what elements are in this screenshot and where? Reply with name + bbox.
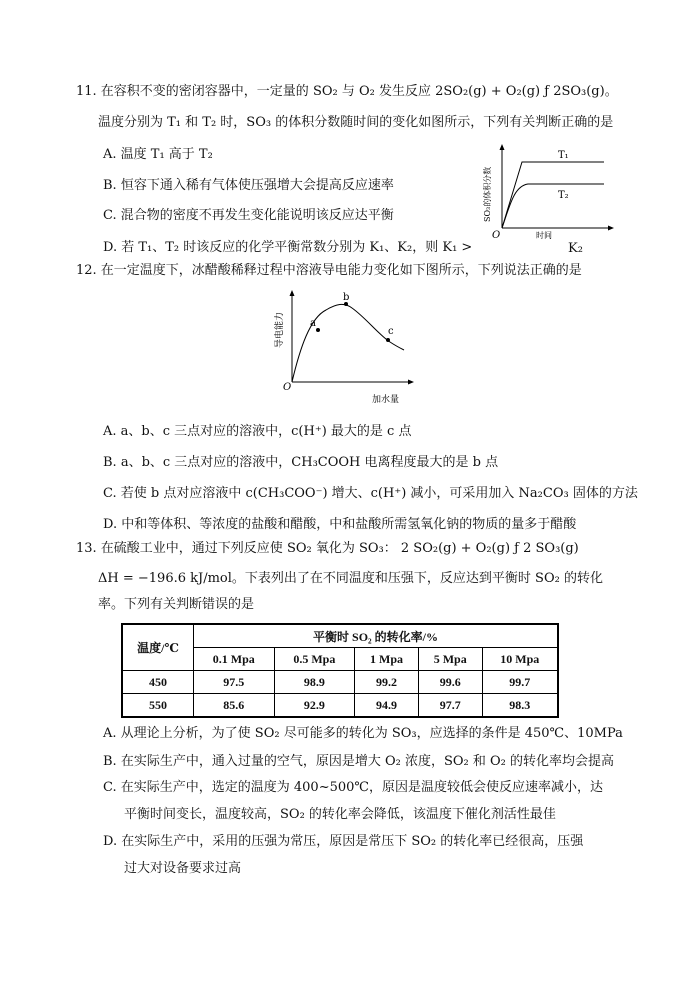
q12-y-arrow (290, 290, 295, 296)
q11-origin: O (492, 230, 501, 240)
cell-value: 99.2 (355, 671, 419, 694)
q11-curve-t2 (502, 184, 604, 228)
cell-value: 97.7 (418, 694, 482, 718)
cell-value: 94.9 (355, 694, 419, 718)
q13-stem-line1: 13. 在硫酸工业中，通过下列反应使 SO₂ 氧化为 SO₃： 2 SO₂(g) + O₂(g) ƒ 2 SO₃(g) (76, 541, 579, 556)
q11-label-t2: T₂ (558, 190, 569, 201)
q13-stem-line3: 率。下列有关判断错误的是 (98, 597, 255, 612)
header-pressure: 0.1 Mpa (194, 648, 275, 671)
header-conversion-group: 平衡时 SO₂ 的转化率/% (194, 624, 559, 648)
q11-option-d: D. 若 T₁、T₂ 时该反应的化学平衡常数分别为 K₁、K₂，则 K₁ > (103, 240, 473, 255)
header-temperature: 温度/℃ (122, 624, 194, 671)
q12-label-a: a (310, 318, 316, 329)
table-header-row (122, 624, 558, 648)
q13-option-d-line1: D. 在实际生产中，采用的压强为常压，原因是常压下 SO₂ 的转化率已经很高，压强 (103, 834, 584, 849)
cell-value: 99.7 (482, 671, 558, 694)
q13-option-a: A. 从理论上分析，为了使 SO₂ 尽可能多的转化为 SO₃，应选择的条件是 450℃、10MPa (103, 726, 623, 741)
q12-label-b: b (343, 292, 350, 303)
q12-option-c: C. 若使 b 点对应溶液中 c(CH₃COO⁻) 增大、c(H⁺) 减小，可采用加入 Na₂CO₃ 固体的方法 (103, 486, 638, 501)
q12-point-c (386, 338, 390, 342)
q12-x-arrow (408, 380, 414, 385)
q13-option-b: B. 在实际生产中，通入过量的空气，原因是增大 O₂ 浓度，SO₂ 和 O₂ 的转化率均会提高 (103, 754, 614, 769)
q13-stem-line2: ΔH = −196.6 kJ/mol。下表列出了在不同温度和压强下，反应达到平衡时 SO₂ 的转化 (98, 571, 603, 586)
q12-graph (270, 288, 430, 406)
cell-value: 98.3 (482, 694, 558, 718)
q11-y-arrow (500, 144, 505, 150)
q11-x-label: 时间 (536, 231, 552, 240)
cell-value: 92.9 (274, 694, 355, 718)
header-pressure: 1 Mpa (355, 648, 419, 671)
header-pressure: 5 Mpa (418, 648, 482, 671)
q13-option-d-line2: 过大对设备要求过高 (124, 861, 242, 876)
q11-option-b: B. 恒容下通入稀有气体使压强增大会提高反应速率 (103, 178, 394, 193)
q12-origin: O (283, 382, 292, 393)
cell-temperature: 550 (122, 694, 194, 718)
q11-label-t1: T₁ (558, 150, 569, 161)
conversion-table (121, 623, 559, 718)
cell-value: 85.6 (194, 694, 275, 718)
q11-stem-line2: 温度分别为 T₁ 和 T₂ 时，SO₃ 的体积分数随时间的变化如图所示，下列有关判断正确的是 (98, 115, 614, 130)
q12-point-a (316, 328, 320, 332)
q11-curve-t1 (502, 162, 604, 228)
q12-y-label: 导电能力 (275, 311, 285, 348)
cell-value: 99.6 (418, 671, 482, 694)
q12-x-label: 加水量 (372, 395, 400, 405)
q13-option-c-line1: C. 在实际生产中，选定的温度为 400~500℃，原因是温度较低会使反应速率减小，达 (103, 780, 603, 795)
q12-option-d: D. 中和等体积、等浓度的盐酸和醋酸，中和盐酸所需氢氧化钠的物质的量多于醋酸 (103, 517, 577, 532)
q13-option-c-line2: 平衡时间变长，温度较高，SO₂ 的转化率会降低，该温度下催化剂活性最佳 (124, 807, 556, 822)
q12-option-b: B. a、b、c 三点对应的溶液中，CH₃COOH 电离程度最大的是 b 点 (103, 455, 499, 470)
q11-graph (470, 140, 620, 240)
q12-stem-line1: 12. 在一定温度下，冰醋酸稀释过程中溶液导电能力变化如下图所示，下列说法正确的是 (76, 263, 582, 278)
q11-option-c: C. 混合物的密度不再发生变化能说明该反应达平衡 (103, 208, 394, 223)
table-row (122, 671, 558, 694)
cell-value: 98.9 (274, 671, 355, 694)
q12-label-c: c (388, 326, 394, 337)
q11-option-a: A. 温度 T₁ 高于 T₂ (103, 147, 213, 162)
q12-curve (292, 304, 404, 382)
q11-x-arrow (608, 226, 614, 231)
q11-y-label: SO₃的体积分数 (483, 166, 492, 222)
q11-stem-line1: 11. 在容积不变的密闭容器中，一定量的 SO₂ 与 O₂ 发生反应 2SO₂(g) + O₂(g) ƒ 2SO₃(g)。 (76, 84, 618, 99)
q11-option-d-tail: K₂ (568, 241, 583, 256)
table-row (122, 694, 558, 718)
q12-option-a: A. a、b、c 三点对应的溶液中，c(H⁺) 最大的是 c 点 (103, 424, 412, 439)
cell-value: 97.5 (194, 671, 275, 694)
header-pressure: 10 Mpa (482, 648, 558, 671)
cell-temperature: 450 (122, 671, 194, 694)
header-pressure: 0.5 Mpa (274, 648, 355, 671)
